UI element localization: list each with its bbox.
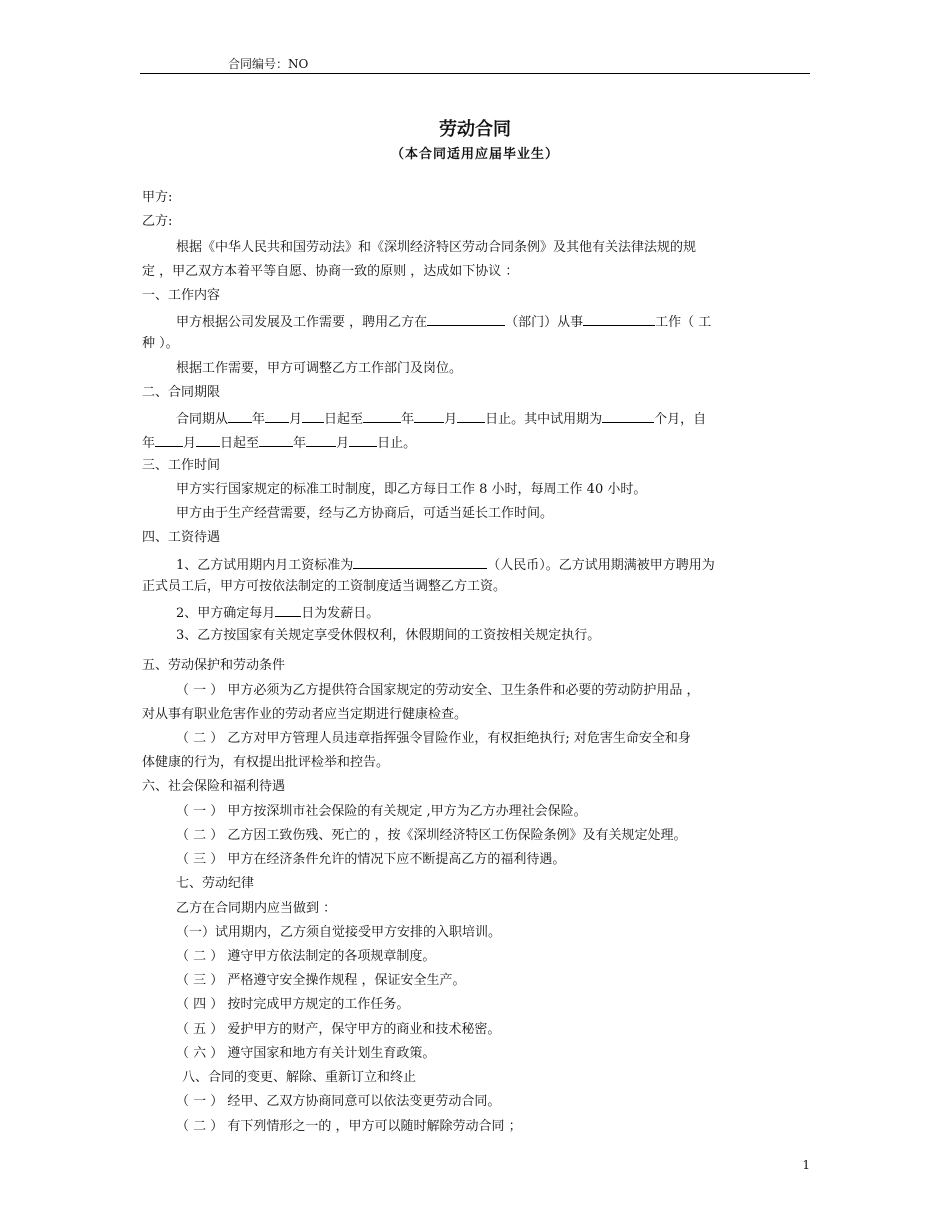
preamble-line-2: 定 ，甲乙双方本着平等自愿、协商一致的原则 ，达成如下协议 ：: [142, 264, 519, 279]
list-item: （ 二 ） 有下列情形之一的 ，甲方可以随时解除劳动合同 ；: [176, 1119, 522, 1134]
paragraph-line: 体健康的行为，有权提出批评检举和控告。: [142, 755, 390, 770]
paragraph-line: （ 二 ） 乙方因工致伤残、死亡的 ，按《深圳经济特区工伤保险条例》及有关规定处理。: [176, 828, 687, 843]
text: 月: [289, 412, 303, 427]
list-item: （ 一 ） 经甲、乙双方协商同意可以依法变更劳动合同。: [176, 1094, 501, 1109]
paragraph-line: （ 一 ） 甲方按深圳市社会保险的有关规定 ,甲方为乙方办理社会保险。: [176, 804, 587, 819]
text: 年: [142, 436, 156, 451]
list-item: （ 二 ） 遵守甲方依法制定的各项规章制度。: [176, 949, 436, 964]
header-rule: [140, 73, 810, 74]
list-item: （ 六 ） 遵守国家和地方有关计划生育政策。: [176, 1046, 436, 1061]
text: 月: [336, 436, 350, 451]
text: 年: [293, 436, 307, 451]
text: 日为发薪日。: [301, 606, 380, 621]
section-heading: 七、劳动纪律: [176, 876, 255, 891]
text: （部门）从事: [505, 315, 584, 330]
text: 年: [401, 412, 415, 427]
paragraph-line: [176, 603, 379, 622]
paragraph-line: [176, 555, 715, 574]
section-heading: 一、工作内容: [142, 288, 221, 303]
header-contract-no: 合同编号：NO: [228, 57, 309, 71]
section-heading: 三、工作时间: [142, 458, 221, 473]
paragraph-line: 甲方实行国家规定的标准工时制度，即乙方每日工作 8 小时，每周工作 40 小时。: [176, 482, 647, 497]
year-blank: [363, 409, 401, 423]
text: 甲方根据公司发展及工作需要 ，聘用乙方在: [176, 315, 428, 330]
paragraph-line: 甲方由于生产经营需要，经与乙方协商后，可适当延长工作时间。: [176, 506, 554, 521]
text: 工作（ 工: [655, 315, 712, 330]
paragraph-line: 根据工作需要，甲方可调整乙方工作部门及岗位。: [176, 361, 463, 376]
day-blank: [457, 409, 485, 423]
month-blank: [265, 409, 289, 423]
list-item: （ 三 ） 严格遵守安全操作规程 ，保证安全生产。: [176, 973, 466, 988]
year-blank: [259, 433, 293, 447]
salary-blank: [353, 555, 487, 569]
paragraph-line: 正式员工后，甲方可按依法制定的工资制度适当调整乙方工资。: [142, 579, 507, 594]
paragraph-line: （ 一 ） 甲方必须为乙方提供符合国家规定的劳动安全、卫生条件和必要的劳动防护用品 ，: [176, 683, 700, 698]
probation-months-blank: [602, 409, 654, 423]
paragraph-line: （ 二 ） 乙方对甲方管理人员违章指挥强令冒险作业，有权拒绝执行; 对危害生命安全和身: [176, 731, 691, 746]
list-item: （一）试用期内，乙方须自觉接受甲方安排的入职培训。: [176, 925, 502, 940]
text: 日起至: [220, 436, 260, 451]
section-heading: 五、劳动保护和劳动条件: [142, 658, 286, 673]
section-heading: 二、合同期限: [142, 385, 221, 400]
month-blank: [306, 433, 336, 447]
document-title: 劳动合同: [439, 119, 511, 140]
preamble-line-1: 根据《中华人民共和国劳动法》和《深圳经济特区劳动合同条例》及其他有关法律法规的规: [176, 240, 697, 255]
text: 月: [444, 412, 458, 427]
text: （人民币）。乙方试用期满被甲方聘用为: [487, 558, 715, 573]
party-b-label: 乙方:: [142, 214, 173, 229]
month-blank: [155, 433, 183, 447]
text: 日起至: [324, 412, 364, 427]
text: 年: [252, 412, 266, 427]
term-line-2: [142, 433, 416, 452]
paragraph-line: 3、乙方按国家有关规定享受休假权利，休假期间的工资按相关规定执行。: [176, 628, 601, 643]
text: 2、甲方确定每月: [176, 606, 276, 621]
paragraph-line: [176, 312, 711, 331]
paragraph-line: 种 ）。: [142, 336, 179, 351]
section-heading: 六、社会保险和福利待遇: [142, 779, 286, 794]
day-blank: [302, 409, 324, 423]
document-subtitle: （本合同适用应届毕业生）: [390, 147, 559, 162]
paragraph-line: 对从事有职业危害作业的劳动者应当定期进行健康检查。: [142, 707, 468, 722]
day-blank: [349, 433, 377, 447]
department-blank: [427, 312, 505, 326]
term-line-1: [176, 409, 706, 428]
text: 日止。其中试用期为: [485, 412, 603, 427]
paragraph-line: （ 三 ） 甲方在经济条件允许的情况下应不断提高乙方的福利待遇。: [176, 852, 566, 867]
page-number: 1: [802, 1158, 810, 1172]
month-blank: [414, 409, 444, 423]
section-heading: 八、合同的变更、解除、重新订立和终止: [182, 1070, 417, 1085]
section-heading: 四、工资待遇: [142, 530, 221, 545]
list-item: （ 四 ） 按时完成甲方规定的工作任务。: [176, 997, 410, 1012]
text: 个月，自: [654, 412, 707, 427]
text: 月: [183, 436, 197, 451]
paragraph-line: 乙方在合同期内应当做到 ：: [176, 901, 337, 916]
job-blank: [583, 312, 655, 326]
payday-blank: [275, 603, 301, 617]
year-blank: [228, 409, 252, 423]
text: 日止。: [377, 436, 417, 451]
list-item: （ 五 ） 爱护甲方的财产，保守甲方的商业和技术秘密。: [176, 1022, 501, 1037]
text: 合同期从: [176, 412, 229, 427]
text: 1、乙方试用期内月工资标准为: [176, 558, 354, 573]
party-a-label: 甲方:: [142, 190, 173, 205]
day-blank: [196, 433, 220, 447]
